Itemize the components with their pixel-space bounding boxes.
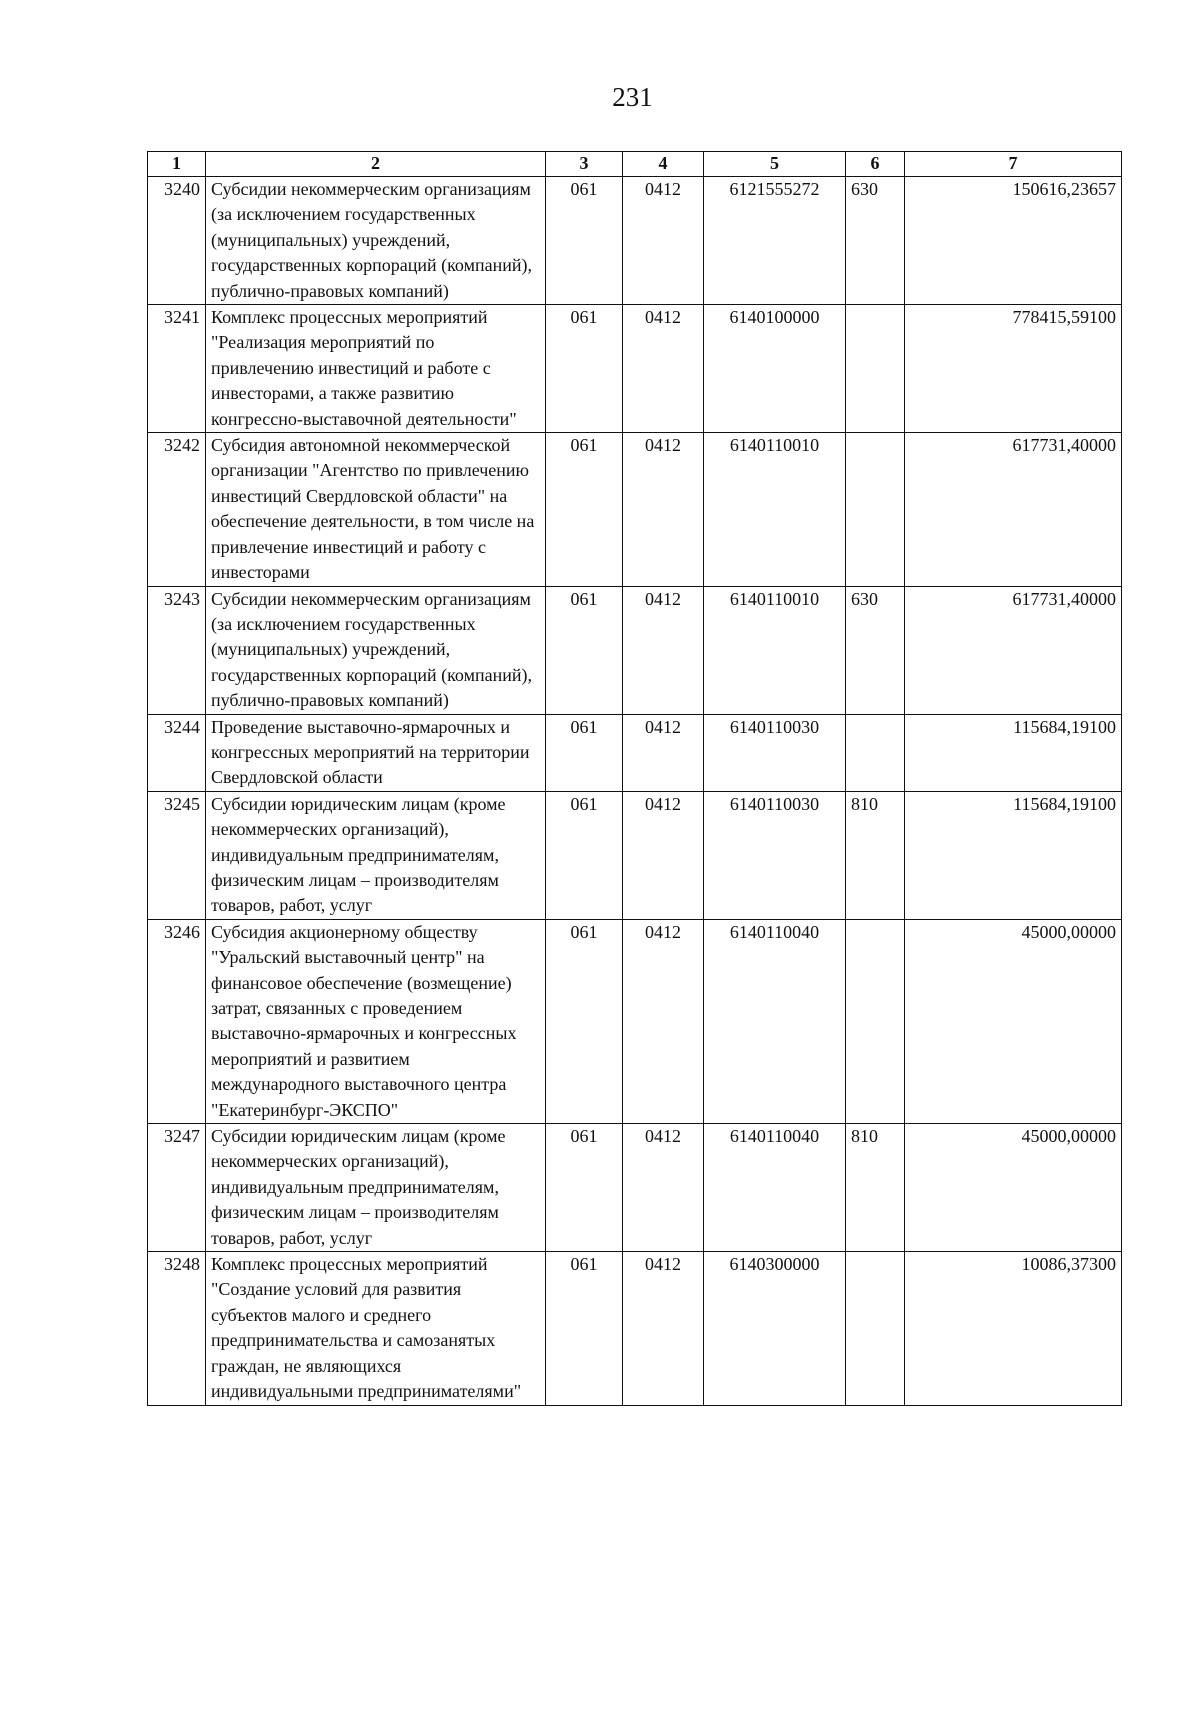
row-code-4: 0412 [623,177,704,305]
row-code-6 [846,714,905,791]
row-code-4: 0412 [623,919,704,1123]
row-name: Субсидии некоммерческим организациям (за исключением государственных (муниципальных) учреждений, государственных корпораций (компаний), публично-правовых компаний) [206,177,546,305]
row-amount: 115684,19100 [905,791,1122,919]
table-row [148,586,1122,714]
row-code-6 [846,305,905,433]
column-header: 2 [206,152,546,177]
row-code-6 [846,433,905,586]
row-code-6: 630 [846,177,905,305]
row-code-3: 061 [546,919,623,1123]
row-code-4: 0412 [623,714,704,791]
table-row [148,919,1122,1123]
column-header: 5 [704,152,846,177]
row-number: 3248 [148,1252,206,1405]
row-number: 3241 [148,305,206,433]
row-name: Комплекс процессных мероприятий "Реализация мероприятий по привлечению инвестиций и работе с инвесторами, а также развитию конгрессно-выставочной деятельности" [206,305,546,433]
row-code-3: 061 [546,433,623,586]
table-row [148,433,1122,586]
column-header: 4 [623,152,704,177]
row-amount: 45000,00000 [905,919,1122,1123]
row-code-5: 6140110030 [704,714,846,791]
header-row [148,152,1122,177]
row-name: Проведение выставочно-ярмарочных и конгрессных мероприятий на территории Свердловской области [206,714,546,791]
column-header: 6 [846,152,905,177]
row-amount: 617731,40000 [905,586,1122,714]
row-code-3: 061 [546,586,623,714]
row-name: Субсидии некоммерческим организациям (за исключением государственных (муниципальных) учреждений, государственных корпораций (компаний), публично-правовых компаний) [206,586,546,714]
row-code-4: 0412 [623,586,704,714]
table-row [148,714,1122,791]
row-code-3: 061 [546,791,623,919]
row-code-4: 0412 [623,1124,704,1252]
row-number: 3245 [148,791,206,919]
row-name: Субсидии юридическим лицам (кроме некоммерческих организаций), индивидуальным предпринимателям, физическим лицам – производителям товаров, работ, услуг [206,791,546,919]
row-code-4: 0412 [623,433,704,586]
row-name: Комплекс процессных мероприятий "Создание условий для развития субъектов малого и среднего предпринимательства и самозанятых граждан, не являющихся индивидуальными предпринимателями" [206,1252,546,1405]
column-header: 1 [148,152,206,177]
row-number: 3247 [148,1124,206,1252]
row-code-3: 061 [546,177,623,305]
row-code-3: 061 [546,1124,623,1252]
row-code-5: 6140110010 [704,433,846,586]
row-code-5: 6140110040 [704,919,846,1123]
column-header: 7 [905,152,1122,177]
row-code-5: 6121555272 [704,177,846,305]
table-row [148,1124,1122,1252]
row-code-6 [846,1252,905,1405]
row-amount: 115684,19100 [905,714,1122,791]
row-code-6: 810 [846,1124,905,1252]
row-code-5: 6140300000 [704,1252,846,1405]
row-code-5: 6140100000 [704,305,846,433]
row-code-4: 0412 [623,305,704,433]
row-code-3: 061 [546,1252,623,1405]
row-code-6: 810 [846,791,905,919]
row-number: 3243 [148,586,206,714]
row-code-4: 0412 [623,1252,704,1405]
row-amount: 10086,37300 [905,1252,1122,1405]
row-code-5: 6140110030 [704,791,846,919]
row-code-5: 6140110040 [704,1124,846,1252]
row-number: 3240 [148,177,206,305]
row-code-3: 061 [546,714,623,791]
row-code-5: 6140110010 [704,586,846,714]
row-number: 3242 [148,433,206,586]
table-row [148,305,1122,433]
row-code-6 [846,919,905,1123]
row-number: 3244 [148,714,206,791]
row-name: Субсидия автономной некоммерческой организации "Агентство по привлечению инвестиций Свердловской области" на обеспечение деятельности, в том числе на привлечение инвестиций и работу с инвесторами [206,433,546,586]
row-amount: 150616,23657 [905,177,1122,305]
row-name: Субсидии юридическим лицам (кроме некоммерческих организаций), индивидуальным предпринимателям, физическим лицам – производителям товаров, работ, услуг [206,1124,546,1252]
row-amount: 617731,40000 [905,433,1122,586]
page-number: 231 [612,82,653,112]
column-header: 3 [546,152,623,177]
budget-table [147,151,1122,1406]
table-row [148,791,1122,919]
row-code-6: 630 [846,586,905,714]
row-number: 3246 [148,919,206,1123]
table-row [148,1252,1122,1405]
row-code-3: 061 [546,305,623,433]
row-code-4: 0412 [623,791,704,919]
row-name: Субсидия акционерному обществу "Уральский выставочный центр" на финансовое обеспечение (возмещение) затрат, связанных с проведением выставочно-ярмарочных и конгрессных мероприятий и развитием международного выставочного центра "Екатеринбург-ЭКСПО" [206,919,546,1123]
row-amount: 778415,59100 [905,305,1122,433]
table-row [148,177,1122,305]
row-amount: 45000,00000 [905,1124,1122,1252]
